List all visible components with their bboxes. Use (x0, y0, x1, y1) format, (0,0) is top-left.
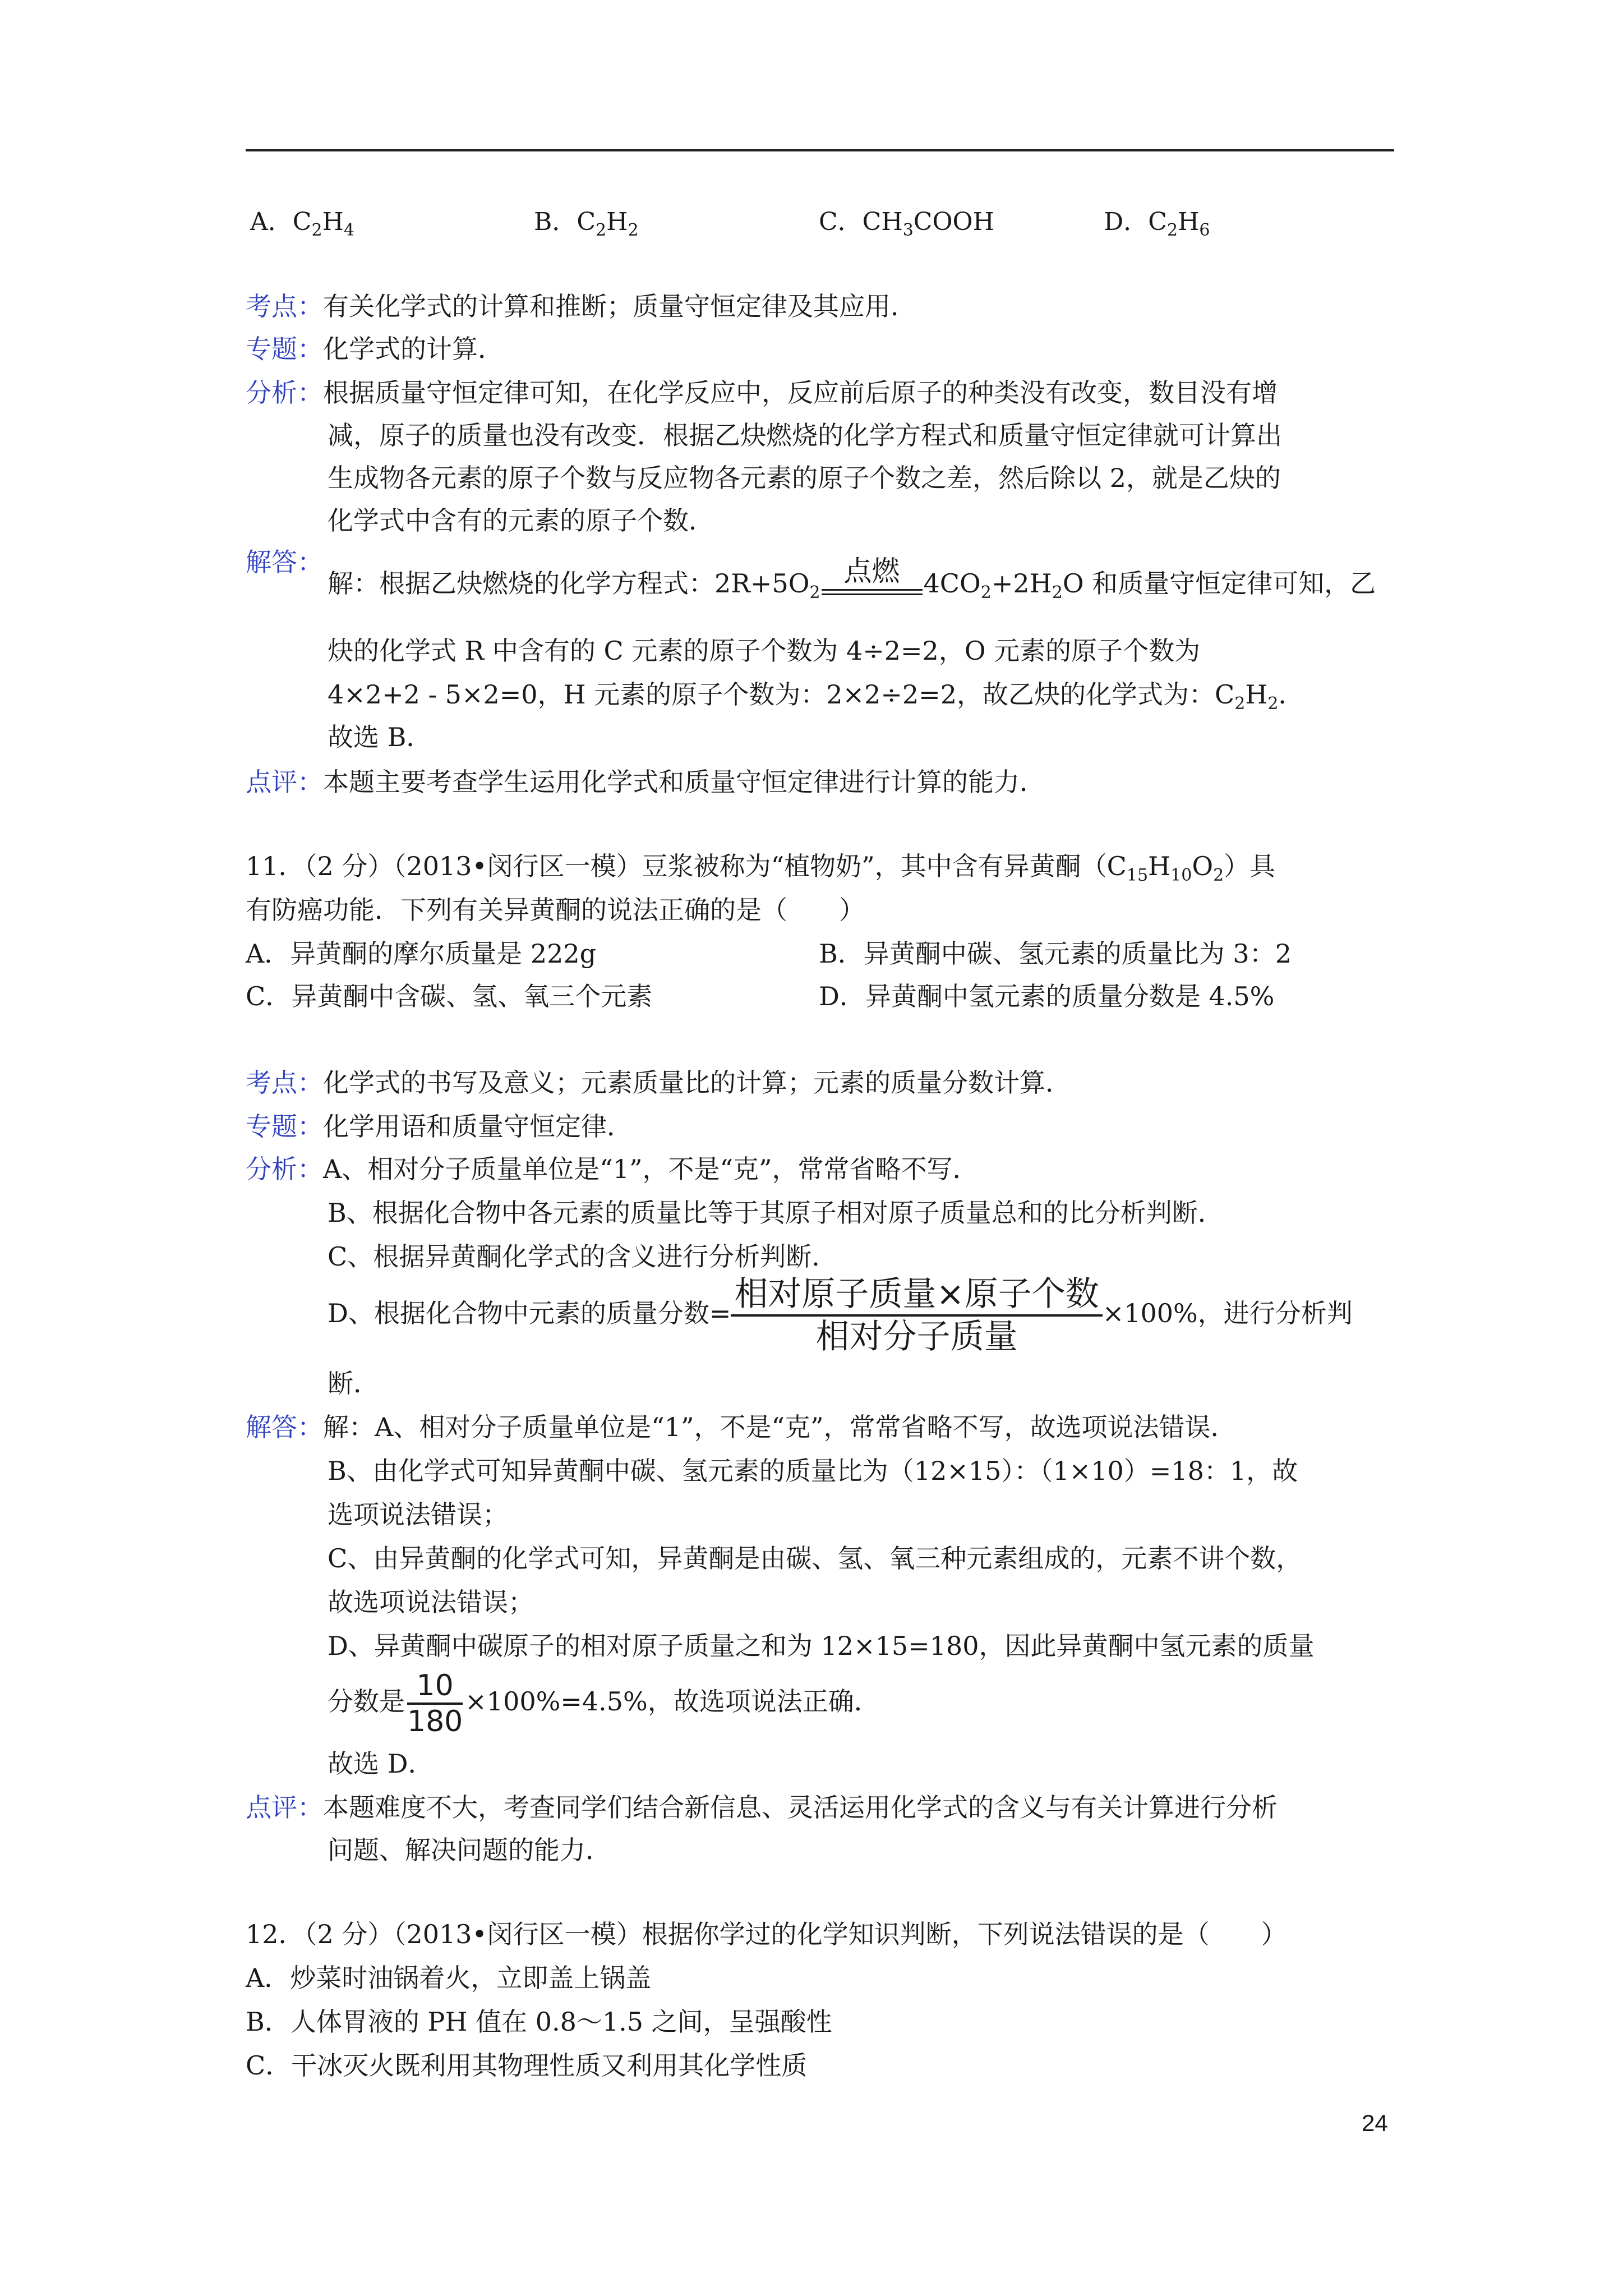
mass-fraction-formula: $\frac{\text{相对原子质量×原子个数}}{\text{相对分子质量}}$ (731, 1274, 1102, 1357)
header-rule (246, 149, 1394, 151)
jieda-label: 解答： (246, 1412, 323, 1442)
q11-option-a: A．异黄酮的摩尔质量是 222g (246, 938, 597, 969)
q11-jieda-5: 故选项说法错误； (328, 1587, 534, 1617)
q11-jieda-8: 故选 D． (328, 1749, 434, 1779)
q11-fenxi-c: C、根据异黄酮化学式的含义进行分析判断． (328, 1241, 838, 1272)
fraction-10-180: $\frac{10}{180}$ (407, 1669, 463, 1738)
q10-kaodian: 考点：有关化学式的计算和推断；质量守恒定律及其应用． (246, 291, 916, 321)
zhuanti-label: 专题： (246, 334, 323, 364)
q10-jieda-3: 4×2+2 - 5×2=0，H 元素的原子个数为：2×2÷2=2，故乙炔的化学式为：$C_2H_2$． (328, 679, 1304, 714)
q10-jieda-4: 故选 B． (328, 722, 432, 752)
q11-dianping-1: 点评：本题难度不大，考查同学们结合新信息、灵活运用化学式的含义与有关计算进行分析 (246, 1792, 1278, 1823)
q11-jieda-4: C、由异黄酮的化学式可知，异黄酮是由碳、氢、氧三种元素组成的，元素不讲个数， (328, 1543, 1302, 1573)
q11-kaodian: 考点：化学式的书写及意义；元素质量比的计算；元素的质量分数计算． (246, 1068, 1071, 1098)
q10-jieda-2: 炔的化学式 R 中含有的 C 元素的原子个数为 4÷2=2，O 元素的原子个数为 (328, 636, 1201, 666)
zhuanti-label: 专题： (246, 1111, 323, 1142)
q11-option-c: C．异黄酮中含碳、氢、氧三个元素 (246, 981, 653, 1011)
q11-jieda-2: B、由化学式可知异黄酮中碳、氢元素的质量比为（12×15）：（1×10）=18：1，故 (328, 1456, 1298, 1486)
page-number: 24 (1362, 2110, 1388, 2136)
q10-zhuanti: 专题：化学式的计算． (246, 334, 504, 364)
q10-fenxi-2: 减，原子的质量也没有改变．根据乙炔燃烧的化学方程式和质量守恒定律就可计算出 (328, 420, 1282, 450)
q11-dianping-2: 问题、解决问题的能力． (328, 1835, 611, 1865)
q12-stem: 12．（2 分）（2013•闵行区一模）根据你学过的化学知识判断，下列说法错误的是（ ） (246, 1919, 1287, 1949)
q11-fenxi-d-end: 断． (328, 1368, 379, 1398)
q11-fenxi-a: 分析：A、相对分子质量单位是“1”，不是“克”，常常省略不写． (246, 1154, 979, 1184)
q10-dianping: 点评：本题主要考查学生运用化学式和质量守恒定律进行计算的能力． (246, 767, 1045, 797)
option-d: D．$C_2H_6$ (1104, 208, 1210, 240)
option-c: C．$CH_3COOH$ (819, 208, 994, 240)
q10-fenxi-1: 分析：根据质量守恒定律可知，在化学反应中，反应前后原子的种类没有改变，数目没有增 (246, 378, 1278, 408)
q10-fenxi-4: 化学式中含有的元素的原子个数． (328, 505, 714, 536)
q11-option-d: D．异黄酮中氢元素的质量分数是 4.5% (819, 981, 1275, 1011)
q10-jieda-label: 解答： (246, 547, 323, 577)
kaodian-label: 考点： (246, 291, 323, 321)
dianping-label: 点评： (246, 767, 323, 797)
q11-stem-1: 11．（2 分）（2013•闵行区一模）豆浆被称为“植物奶”，其中含有异黄酮$(C_{15}H_{10}O_2)$具 (246, 851, 1276, 885)
q11-zhuanti: 专题：化学用语和质量守恒定律． (246, 1111, 633, 1142)
reaction-arrow: 点燃 (822, 555, 923, 600)
option-a: A．$C_2H_4$ (250, 208, 355, 240)
q11-fenxi-b: B、根据化合物中各元素的质量比等于其原子相对原子质量总和的比分析判断． (328, 1198, 1224, 1228)
q11-jieda-7: 分数是 $\frac{10}{180}$ ×100%=4.5%，故选项说法正确． (328, 1669, 880, 1738)
q11-jieda-1: 解答：解：A、相对分子质量单位是“1”，不是“克”，常常省略不写，故选项说法错误． (246, 1412, 1237, 1442)
q10-fenxi-3: 生成物各元素的原子个数与反应物各元素的原子个数之差，然后除以 2，就是乙炔的 (328, 463, 1281, 493)
dianping-label: 点评： (246, 1792, 323, 1823)
q12-option-c: C．干冰灭火既利用其物理性质又利用其化学性质 (246, 2050, 808, 2081)
option-b: B．$C_2H_2$ (534, 208, 639, 240)
fenxi-label: 分析： (246, 1154, 323, 1184)
q11-fenxi-d: D、根据化合物中元素的质量分数= $\frac{\text{相对原子质量×原子个数}}{\text{相对分子质量}}$ ×100%，进行分析判 (328, 1274, 1353, 1356)
q12-option-a: A．炒菜时油锅着火，立即盖上锅盖 (246, 1963, 652, 1993)
q10-jieda-equation: 解：根据乙炔燃烧的化学方程式：$2R+5O_2$ 点燃 $4CO_2+2H_2O$ 和质量守恒定律可知，乙 (328, 555, 1376, 602)
kaodian-label: 考点： (246, 1068, 323, 1098)
q11-option-b: B．异黄酮中碳、氢元素的质量比为 3：2 (819, 938, 1292, 969)
q12-option-b: B．人体胃液的 PH 值在 0.8～1.5 之间，呈强酸性 (246, 2007, 832, 2037)
fenxi-label: 分析： (246, 378, 323, 408)
q11-jieda-3: 选项说法错误； (328, 1499, 508, 1530)
q11-stem-2: 有防癌功能．下列有关异黄酮的说法正确的是（ ） (246, 895, 865, 925)
q11-jieda-6: D、异黄酮中碳原子的相对原子质量之和为 12×15=180，因此异黄酮中氢元素的质量 (328, 1631, 1315, 1661)
